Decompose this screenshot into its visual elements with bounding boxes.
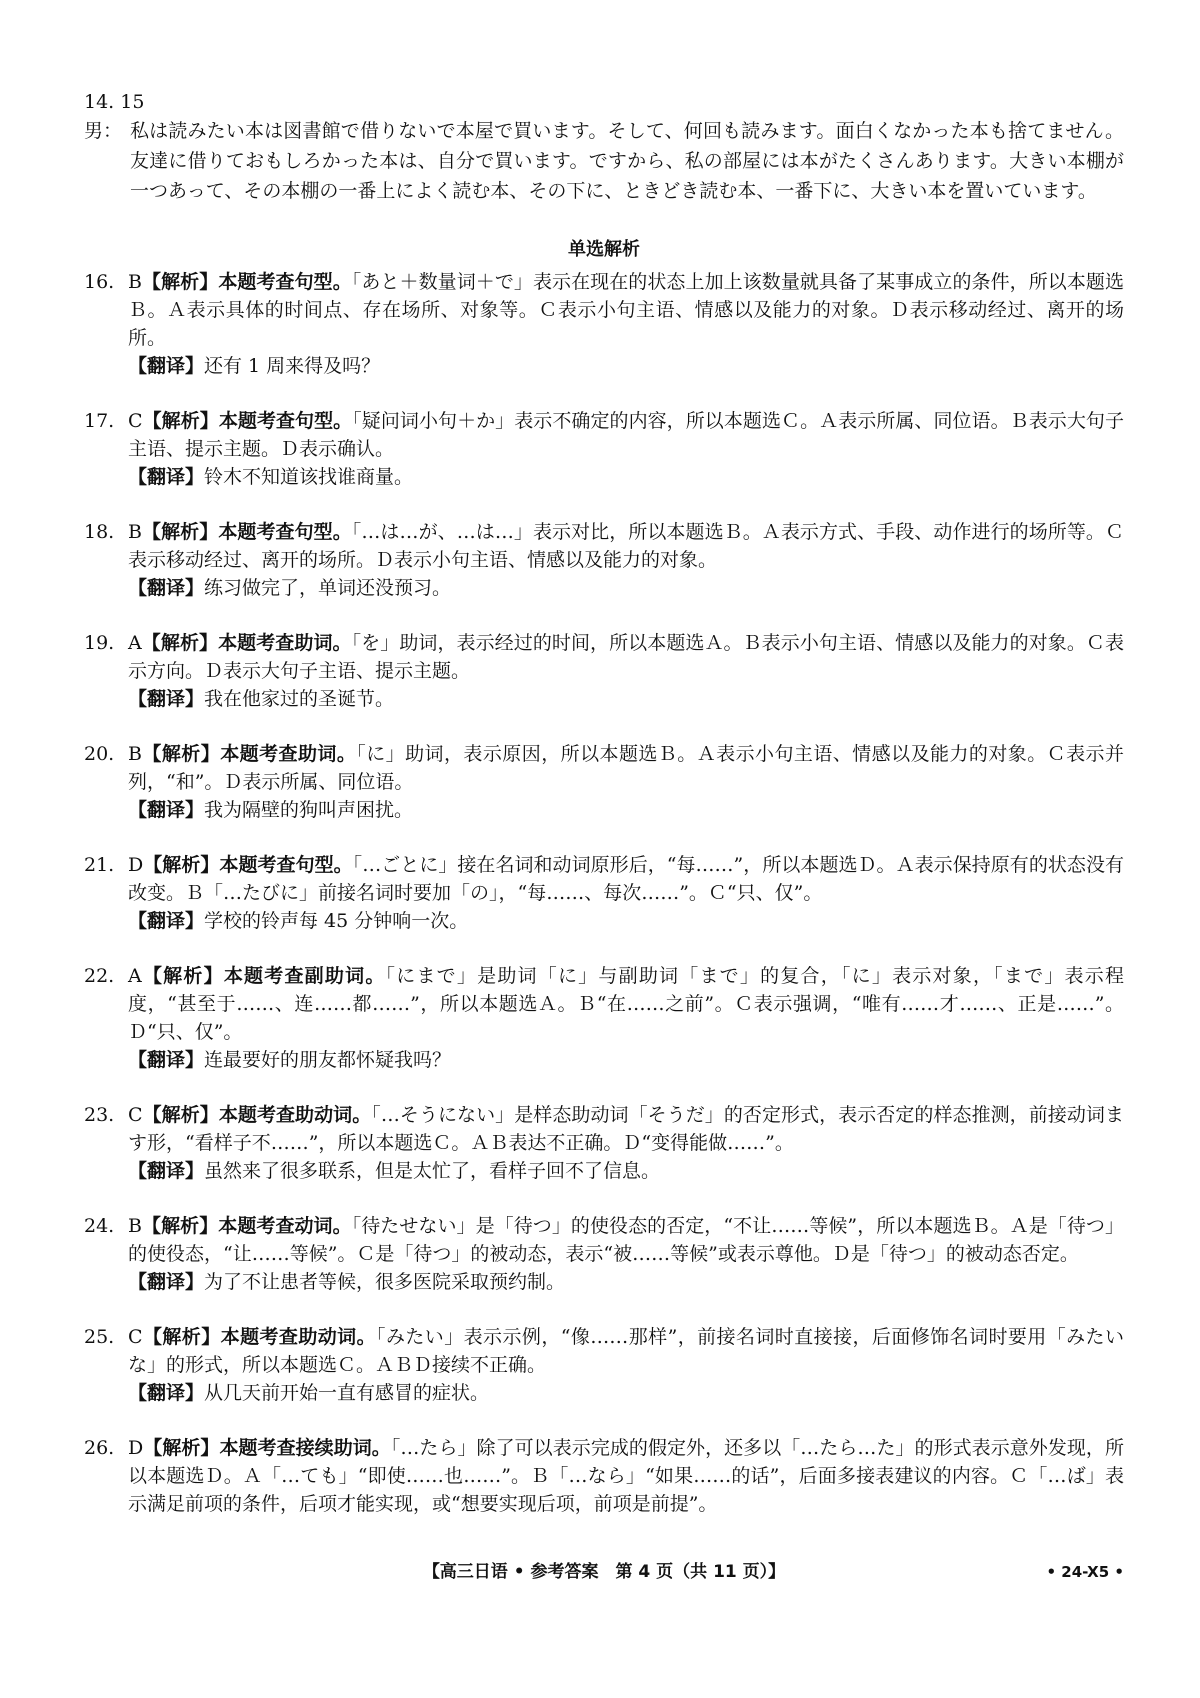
topic-label: 本题考查助动词。 [220, 1326, 377, 1348]
topic-label: 本题考查句型。 [219, 854, 353, 876]
answer-letter: C [128, 410, 143, 432]
analysis-item [84, 518, 1124, 602]
topic-label: 本题考查助词。 [218, 632, 352, 654]
analysis-paragraph [128, 629, 1124, 685]
translation-tag: 【翻译】 [128, 1049, 205, 1071]
topic-label: 本题考查接续助词。 [219, 1437, 391, 1459]
analysis-text: 「にまで」是助词「に」与副助词「まで」的复合，「に」表示对象，「まで」表示程度，“甚至于……、连……都……”，所以本题选Ａ。Ｂ“在……之前”。Ｃ表示强调，“唯有……才……、正是……”。Ｄ“只、仅”。 [128, 965, 1124, 1043]
analysis-text: 「みたい」表示示例，“像……那样”，前接名词时直接接，后面修饰名词时要用「みたいな」的形式，所以本题选Ｃ。ＡＢＤ接续不正确。 [128, 1326, 1124, 1376]
topic-label: 本题考查句型。 [218, 271, 352, 293]
analysis-tag: 【解析】 [142, 410, 219, 432]
analysis-item [84, 962, 1124, 1074]
translation-text: 铃木不知道该找谁商量。 [204, 466, 414, 488]
translation-line [128, 352, 1124, 380]
translation-text: 我为隔壁的狗叫声困扰。 [204, 799, 414, 821]
speaker-label: 男： [84, 120, 123, 142]
analysis-list [84, 268, 1124, 1518]
answer-letter: B [128, 1215, 142, 1237]
analysis-body [128, 407, 1124, 491]
analysis-paragraph [128, 268, 1124, 352]
analysis-text: 「…ごとに」接在名词和动词原形后，“每……”，所以本题选Ｄ。Ａ表示保持原有的状态没有改变。Ｂ「…たびに」前接名词时要加「の」，“每……、每次……”。Ｃ“只、仅”。 [128, 854, 1124, 904]
analysis-tag: 【解析】 [141, 271, 219, 293]
translation-line [128, 907, 1124, 935]
speaker-line [84, 116, 1124, 206]
listening-question-numbers: 14. 15 [84, 91, 145, 113]
analysis-text: 「待たせない」是「待つ」的使役态的否定，“不让……等候”，所以本题选Ｂ。Ａ是「待つ」的使役态，“让……等候”。Ｃ是「待つ」的被动态，表示“被……等候”或表示尊他。Ｄ是「待つ」的被动态否定。 [128, 1215, 1124, 1265]
analysis-item [84, 740, 1124, 824]
analysis-item [84, 1434, 1124, 1518]
translation-tag: 【翻译】 [128, 799, 205, 821]
analysis-text: 「…は…が、…は…」表示对比，所以本题选Ｂ。Ａ表示方式、手段、动作进行的场所等。Ｃ表示移动经过、离开的场所。Ｄ表示小句主语、情感以及能力的对象。 [128, 521, 1124, 571]
analysis-tag: 【解析】 [141, 632, 219, 654]
question-number: 19. [84, 632, 115, 654]
speaker-text: 私は読みたい本は図書館で借りないで本屋で買います。そして、何回も読みます。面白くなかった本も捨てません。友達に借りておもしろかった本は、自分で買います。ですから、私の部屋には本がたくさんあります。大きい本棚が一つあって、その本棚の一番上によく読む本、その下に、ときどき読む本、一番下に、大きい本を置いています。 [130, 120, 1124, 202]
analysis-item [84, 407, 1124, 491]
analysis-body [128, 629, 1124, 713]
question-number: 18. [84, 521, 115, 543]
question-number: 23. [84, 1104, 115, 1126]
translation-tag: 【翻译】 [128, 355, 205, 377]
analysis-body [128, 740, 1124, 824]
topic-label: 本题考查句型。 [218, 410, 353, 432]
analysis-item [84, 629, 1124, 713]
analysis-body [128, 518, 1124, 602]
analysis-tag: 【解析】 [143, 854, 220, 876]
listening-transcript [84, 88, 1124, 206]
analysis-paragraph [128, 1212, 1124, 1268]
analysis-body [128, 1101, 1124, 1185]
analysis-paragraph [128, 1323, 1124, 1379]
translation-tag: 【翻译】 [128, 688, 205, 710]
analysis-body [128, 962, 1124, 1074]
page-footer [84, 1558, 1124, 1586]
analysis-tag: 【解析】 [141, 521, 219, 543]
analysis-tag: 【解析】 [143, 1437, 220, 1459]
answer-letter: B [128, 271, 142, 293]
translation-tag: 【翻译】 [128, 1382, 205, 1404]
analysis-tag: 【解析】 [142, 1326, 221, 1348]
translation-line [128, 1046, 1124, 1074]
answer-letter: A [128, 632, 142, 654]
analysis-text: 「を」助词，表示经过的时间，所以本题选Ａ。Ｂ表示小句主语、情感以及能力的对象。Ｃ表示方向。Ｄ表示大句子主语、提示主题。 [128, 632, 1124, 682]
translation-tag: 【翻译】 [128, 1271, 205, 1293]
analysis-text: 「疑问词小句＋か」表示不确定的内容，所以本题选Ｃ。Ａ表示所属、同位语。Ｂ表示大句子主语、提示主题。Ｄ表示确认。 [128, 410, 1124, 460]
analysis-body [128, 1212, 1124, 1296]
section-title: 单选解析 [568, 239, 640, 260]
translation-line [128, 1379, 1124, 1407]
answer-letter: C [128, 1326, 143, 1348]
analysis-item [84, 1212, 1124, 1296]
translation-text: 还有 1 周来得及吗？ [204, 355, 381, 377]
translation-line [128, 685, 1124, 713]
answer-letter: B [128, 743, 142, 765]
analysis-paragraph [128, 740, 1124, 796]
analysis-body [128, 851, 1124, 935]
topic-label: 本题考查助词。 [220, 743, 357, 765]
analysis-item [84, 268, 1124, 380]
analysis-paragraph [128, 407, 1124, 463]
question-number: 17. [84, 410, 115, 432]
question-number: 21. [84, 854, 115, 876]
analysis-text: 「…そうにない」是样态助动词「そうだ」的否定形式，表示否定的样态推测，前接动词ます形，“看样子不……”，所以本题选Ｃ。ＡＢ表达不正确。Ｄ“变得能做……”。 [128, 1104, 1124, 1154]
question-number: 26. [84, 1437, 115, 1459]
analysis-paragraph [128, 1101, 1124, 1157]
topic-label: 本题考查句型。 [218, 521, 352, 543]
translation-line [128, 463, 1124, 491]
analysis-tag: 【解析】 [141, 965, 224, 987]
translation-text: 学校的铃声每 45 分钟响一次。 [204, 910, 469, 932]
answer-letter: A [128, 965, 142, 987]
answer-letter: C [128, 1104, 143, 1126]
analysis-item [84, 851, 1124, 935]
translation-text: 为了不让患者等候，很多医院采取预约制。 [204, 1271, 566, 1293]
translation-line [128, 796, 1124, 824]
question-number: 24. [84, 1215, 115, 1237]
question-number: 25. [84, 1326, 115, 1348]
analysis-tag: 【解析】 [141, 743, 221, 765]
analysis-tag: 【解析】 [141, 1215, 219, 1237]
footer-code: • 24-X5 • [1046, 1563, 1124, 1581]
analysis-paragraph [128, 851, 1124, 907]
translation-tag: 【翻译】 [128, 577, 205, 599]
topic-label: 本题考查助动词。 [218, 1104, 372, 1126]
question-number: 20. [84, 743, 115, 765]
analysis-paragraph [128, 1434, 1124, 1518]
analysis-paragraph [128, 518, 1124, 574]
translation-line [128, 1157, 1124, 1185]
translation-text: 连最要好的朋友都怀疑我吗？ [204, 1049, 452, 1071]
analysis-body [128, 1434, 1124, 1518]
translation-line [128, 1268, 1124, 1296]
topic-label: 本题考查副助词。 [223, 965, 386, 987]
question-number: 22. [84, 965, 115, 987]
answer-letter: D [128, 1437, 144, 1459]
analysis-text: 「あと＋数量词＋で」表示在现在的状态上加上该数量就具备了某事成立的条件，所以本题选Ｂ。Ａ表示具体的时间点、存在场所、对象等。Ｃ表示小句主语、情感以及能力的对象。Ｄ表示移动经过、离开的场所。 [128, 271, 1124, 349]
question-number: 16. [84, 271, 115, 293]
translation-text: 练习做完了，单词还没预习。 [204, 577, 452, 599]
topic-label: 本题考查动词。 [218, 1215, 352, 1237]
analysis-tag: 【解析】 [142, 1104, 219, 1126]
analysis-body [128, 1323, 1124, 1407]
analysis-item [84, 1323, 1124, 1407]
translation-line [128, 574, 1124, 602]
translation-tag: 【翻译】 [128, 466, 205, 488]
analysis-text: 「に」助词，表示原因，所以本题选Ｂ。Ａ表示小句主语、情感以及能力的对象。Ｃ表示并列，“和”。Ｄ表示所属、同位语。 [128, 743, 1124, 793]
footer-page-info: 【高三日语 • 参考答案 第 4 页（共 11 页）】 [422, 1562, 786, 1582]
analysis-text: 「…たら」除了可以表示完成的假定外，还多以「…たら…た」的形式表示意外发现，所以本题选Ｄ。Ａ「…ても」“即使……也……”。Ｂ「…なら」“如果……的话”，后面多接表建议的内容。Ｃ「…ば」表示满足前项的条件，后项才能实现，或“想要实现后项，前项是前提”。 [128, 1437, 1124, 1515]
answer-letter: B [128, 521, 142, 543]
answer-letter: D [128, 854, 144, 876]
analysis-item [84, 1101, 1124, 1185]
analysis-paragraph [128, 962, 1124, 1046]
answer-page [84, 88, 1124, 1545]
translation-text: 我在他家过的圣诞节。 [204, 688, 395, 710]
translation-tag: 【翻译】 [128, 910, 205, 932]
analysis-body [128, 268, 1124, 380]
translation-text: 从几天前开始一直有感冒的症状。 [204, 1382, 490, 1404]
translation-tag: 【翻译】 [128, 1160, 205, 1182]
translation-text: 虽然来了很多联系，但是太忙了，看样子回不了信息。 [204, 1160, 661, 1182]
